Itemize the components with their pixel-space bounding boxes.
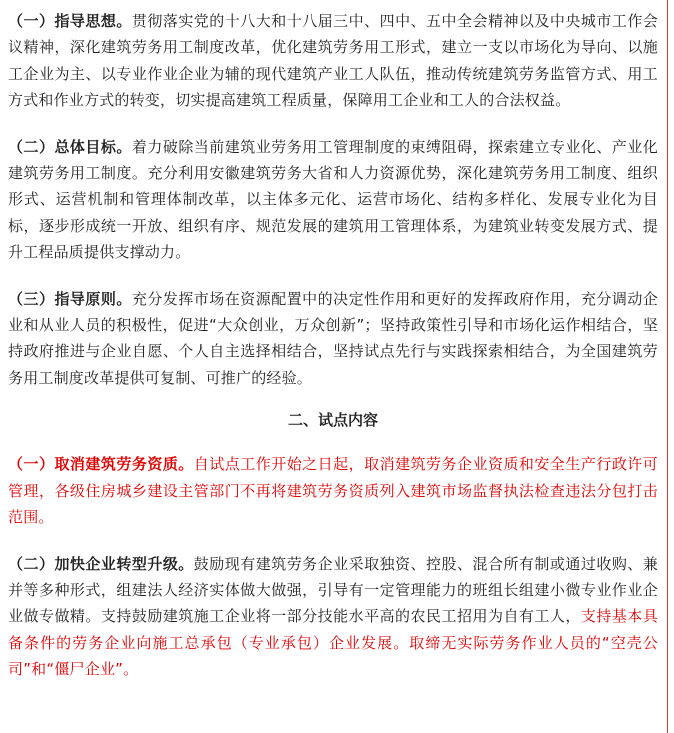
paragraph-heading: （二）总体目标。 — [8, 137, 132, 156]
section-title: 二、试点内容 — [287, 411, 378, 430]
paragraph-text: 着力破除当前建筑业劳务用工管理制度的束缚阻碍，探索建立专业化、产业化建筑劳务用工制度。充分利用安徽建筑劳务大省和人力资源优势，深化建筑劳务用工制度、组织形式、运营机制和管理体制改革，以主体多元化、运营市场化、结构多样化、发展专业化为目标，逐步形成统一开放、组织有序、规范发展的建筑用工管理体系，为建筑业转变发展方式、提升工程品质提供支撑动力。 — [8, 137, 658, 262]
document-body — [8, 8, 658, 703]
paragraph-guiding-ideology — [8, 8, 658, 114]
paragraph-heading: （一）指导思想。 — [8, 12, 132, 30]
paragraph-guiding-principles — [8, 286, 658, 392]
paragraph-enterprise-upgrade — [8, 551, 658, 683]
paragraph-heading: （二）加快企业转型升级。 — [8, 554, 194, 573]
paragraph-text: 鼓励现有建筑劳务企业采取独资、控股、混合所有制或通过收购、兼并等多种形式，组建法人经济实体做大做强，引导有一定管理能力的班组长组建小微专业作业企业做专做精。支持鼓励建筑施工企业将一部分技能水平高的农民工招用为自有工人， — [8, 554, 658, 626]
paragraph-text: 贯彻落实党的十八大和十八届三中、四中、五中全会精神以及中央城市工作会议精神，深化建筑劳务用工制度改革，优化建筑劳务用工形式，建立一支以市场化为导向、以施工企业为主、以专业作业企业为辅的现代建筑产业工人队伍，推动传统建筑劳务监管方式、用工方式和作业方式的转变，切实提高建筑工程质量，保障用工企业和工人的合法权益。 — [8, 12, 658, 110]
paragraph-text-highlight: 支持基本具备条件的劳务企业向施工总承包（专业承包）企业发展。取缔无实际劳务作业人员的“空壳公司”和“僵尸企业”。 — [8, 607, 658, 679]
paragraph-overall-goal — [8, 134, 658, 266]
paragraph-text: 充分发挥市场在资源配置中的决定性作用和更好的发挥政府作用，充分调动企业和从业人员的积极性，促进“大众创业，万众创新”；坚持政策性引导和市场化运作相结合，坚持政府推进与企业自愿、个人自主选择相结合，坚持试点先行与实践探索相结合，为全国建筑劳务用工制度改革提供可复制、可推广的经验。 — [8, 289, 658, 387]
paragraph-text: 自试点工作开始之日起，取消建筑劳务企业资质和安全生产行政许可管理，各级住房城乡建设主管部门不再将建筑劳务资质列入建筑市场监督执法检查违法分包打击范围。 — [8, 455, 658, 527]
paragraph-heading: （一）取消建筑劳务资质。 — [8, 455, 194, 474]
paragraph-cancel-qualification — [8, 451, 658, 530]
page-right-border — [667, 0, 668, 733]
paragraph-heading: （三）指导原则。 — [8, 289, 132, 308]
